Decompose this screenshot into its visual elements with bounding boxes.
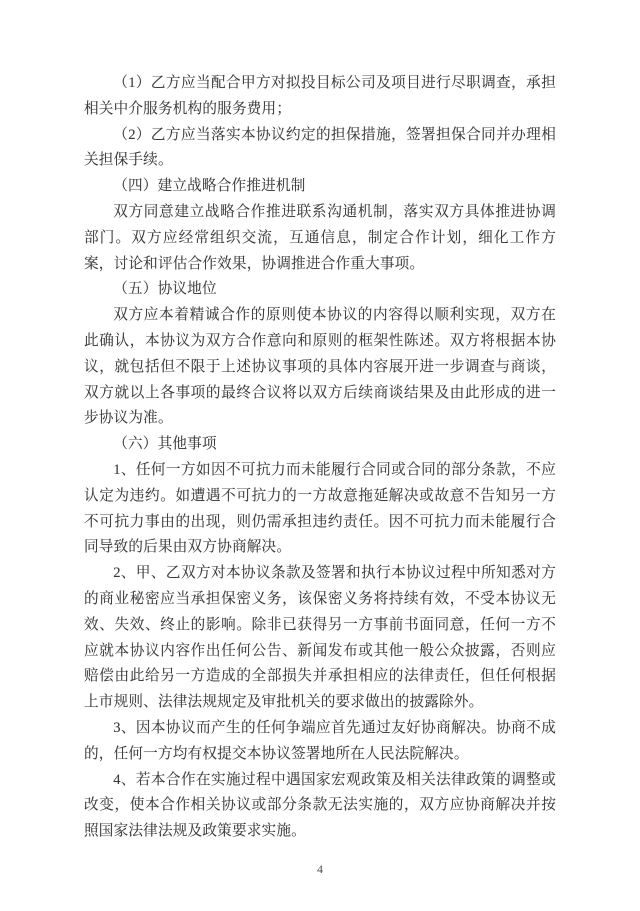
paragraph: （1）乙方应当配合甲方对拟投目标公司及项目进行尽职调查，承担相关中介服务机构的服务费用； bbox=[84, 75, 556, 117]
paragraph: （2）乙方应当落实本协议约定的担保措施，签署担保合同并办理相关担保手续。 bbox=[84, 126, 556, 169]
section-heading: （六）其他事项 bbox=[113, 436, 217, 453]
paragraph: 双方同意建立战略合作推进联系沟通机制，落实双方具体推进协调部门。双方应经常组织交流，互通信息，制定合作计划，细化工作方案，讨论和评估合作效果，协调推进合作重大事项。 bbox=[84, 203, 556, 272]
section-heading: （四）建立战略合作推进机制 bbox=[113, 178, 306, 195]
paragraph: 双方应本着精诚合作的原则使本协议的内容得以顺利实现，双方在此确认，本协议为双方合作意向和原则的框架性陈述。双方将根据本协议，就包括但不限于上述协议事项的具体内容展开进一步调查与商谈，双方就以上各事项的最终合议将以双方后续商谈结果及由此形成的进一步协议为准。 bbox=[84, 307, 556, 427]
paragraph: 4、若本合作在实施过程中遇国家宏观政策及相关法律政策的调整或改变，使本合作相关协议或部分条款无法实施的，双方应协商解决并按照国家法律法规及政策要求实施。 bbox=[84, 771, 556, 840]
document-body bbox=[84, 71, 556, 845]
paragraph: 1、任何一方如因不可抗力而未能履行合同或合同的部分条款，不应认定为违约。如遭遇不可抗力的一方故意拖延解决或故意不告知另一方不可抗力事由的出现，则仍需承担违约责任。因不可抗力而未能履行合同导致的后果由双方协商解决。 bbox=[84, 461, 556, 556]
page-number: 4 bbox=[317, 862, 323, 876]
section-heading: （五）协议地位 bbox=[113, 281, 217, 298]
paragraph: 3、因本协议而产生的任何争端应首先通过友好协商解决。协商不成的，任何一方均有权提交本协议签署地所在人民法院解决。 bbox=[84, 719, 556, 762]
paragraph: 2、甲、乙双方对本协议条款及签署和执行本协议过程中所知悉对方的商业秘密应当承担保密义务，该保密义务将持续有效，不受本协议无效、失效、终止的影响。除非已获得另一方事前书面同意，任何一方不应就本协议内容作出任何公告、新闻发布或其他一般公众披露，否则应赔偿由此给另一方造成的全部损失并承担相应的法律责任，但任何根据上市规则、法律法规规定及审批机关的要求做出的披露除外。 bbox=[84, 565, 556, 711]
